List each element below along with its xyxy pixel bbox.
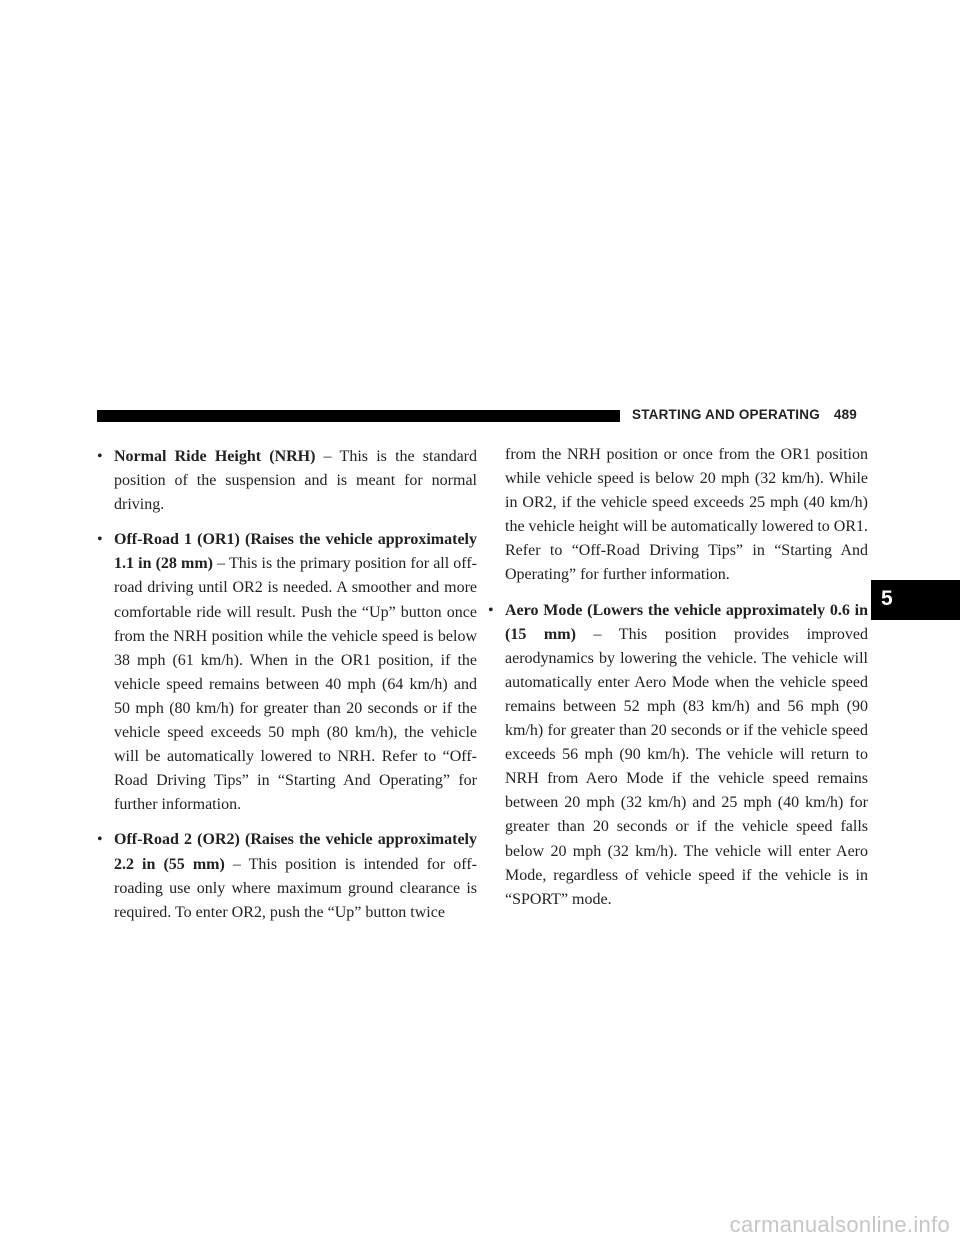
bullet-item-aero-mode xyxy=(488,599,868,912)
right-column xyxy=(488,443,868,923)
bullet-text: – This position is intended for off-roading use only where maximum ground clearance is required. To enter OR2, push the “Up” button twice xyxy=(114,855,477,921)
bullet-icon: • xyxy=(488,601,494,619)
section-title: STARTING AND OPERATING xyxy=(632,407,820,422)
watermark: carmanualsonline.info xyxy=(729,1212,950,1237)
bullet-item-normal-ride-height xyxy=(97,445,477,517)
header-rule xyxy=(97,410,620,422)
bullet-text: – This position provides improved aerodynamics by lowering the vehicle. The vehicle will automatically enter Aero Mode when the vehicle speed remains between 52 mph (83 km/h) and 56 mph (90 km/h) for greater than 20 seconds or if the vehicle speed exceeds 56 mph (90 km/h). The vehicle will return to NRH from Aero Mode if the vehicle speed remains between 20 mph (32 km/h) and 25 mph (40 km/h) for greater than 20 seconds or if the vehicle speed falls below 20 mph (32 km/h). The vehicle will enter Aero Mode, regardless of vehicle speed if the vehicle is in “SPORT” mode. xyxy=(505,625,869,908)
bullet-text: – This is the primary position for all off-road driving until OR2 is needed. A smoother and more comfortable ride will result. Push the “Up” button once from the NRH position while the vehicle speed is below 38 mph (61 km/h). When in the OR1 position, if the vehicle speed remains between 40 mph (64 km/h) and 50 mph (80 km/h) for greater than 20 seconds or if the vehicle speed exceeds 50 mph (80 km/h), the vehicle will be automatically lowered to NRH. Refer to “Off-Road Driving Tips” in “Starting And Operating” for further information. xyxy=(114,555,477,814)
left-column xyxy=(97,445,477,936)
running-header xyxy=(632,407,882,422)
bullet-term: Off-Road 2 (OR2) (Raises the vehicle approximately 2.2 in (55 mm) xyxy=(114,831,477,873)
bullet-item-off-road-1 xyxy=(97,528,477,817)
bullet-icon: • xyxy=(97,448,103,465)
bullet-term: Aero Mode (Lowers the vehicle approximately 0.6 in (15 mm) xyxy=(505,601,868,643)
bullet-icon: • xyxy=(97,531,103,549)
page-number: 489 xyxy=(833,407,857,422)
chapter-number: 5 xyxy=(881,587,893,610)
bullet-term: Off-Road 1 (OR1) (Raises the vehicle approximately 1.1 in (28 mm) xyxy=(114,531,477,573)
chapter-tab xyxy=(871,580,960,620)
bullet-term: Normal Ride Height (NRH) xyxy=(114,448,316,465)
bullet-item-off-road-2 xyxy=(97,828,477,924)
continued-paragraph: from the NRH position or once from the OR1 position while vehicle speed is below 20 mph (32 km/h). While in OR2, if the vehicle speed exceeds 25 mph (40 km/h) the vehicle height will be automatically lowered to OR1. Refer to “Off-Road Driving Tips” in “Starting And Operating” for further information. xyxy=(505,446,869,584)
bullet-text: – This is the standard position of the suspension and is meant for normal driving. xyxy=(114,448,478,514)
bullet-icon: • xyxy=(97,831,103,849)
